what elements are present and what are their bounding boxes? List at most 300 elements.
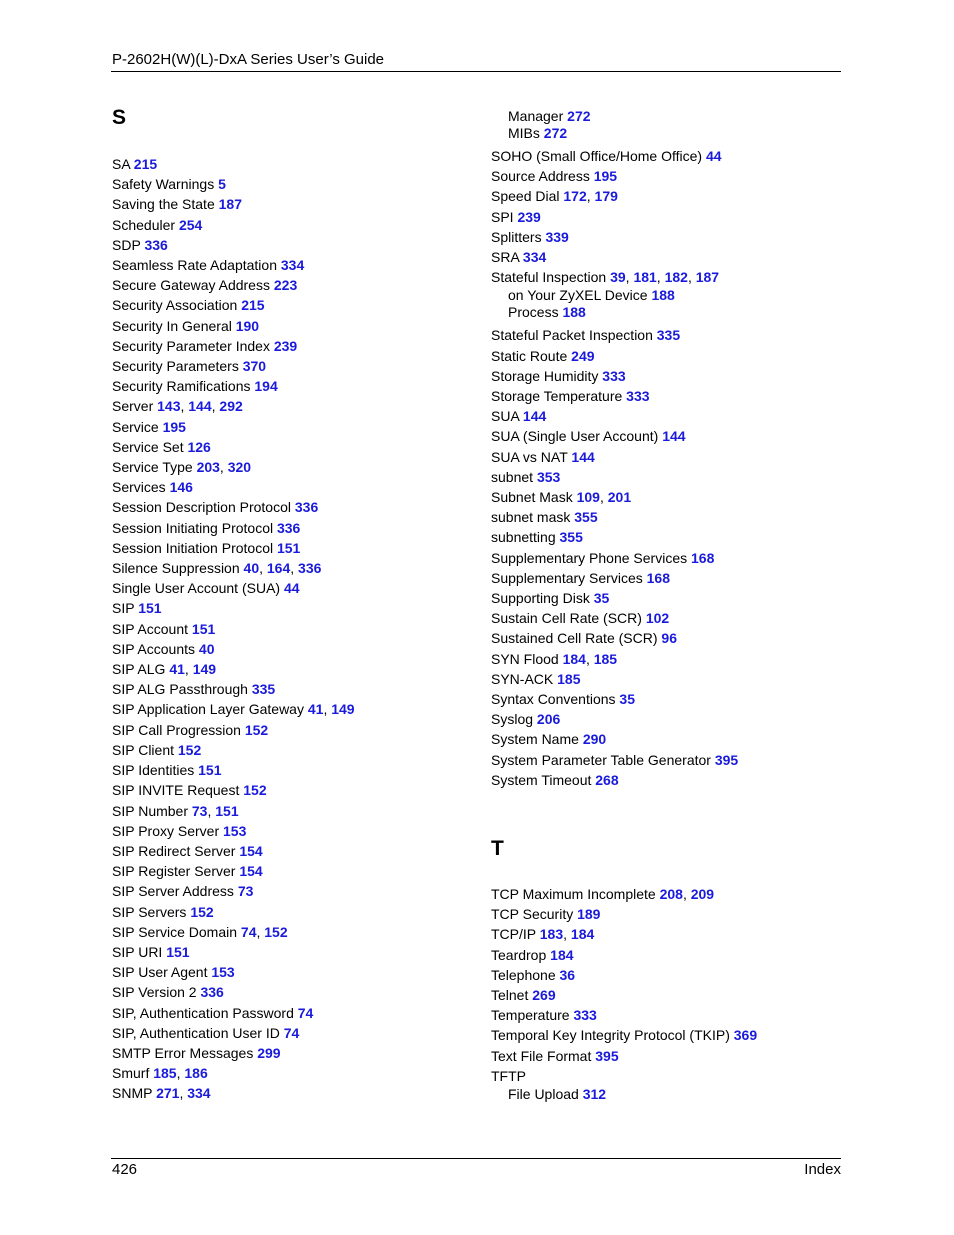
index-term: SIP Account (112, 620, 189, 637)
page-link[interactable]: 144 (662, 428, 686, 445)
page-link[interactable]: 369 (733, 1027, 758, 1044)
index-entry (491, 985, 757, 1005)
index-term: Silence Suppression (112, 560, 240, 577)
index-term: SIP ALG (112, 661, 166, 678)
index-term: Session Initiation Protocol (112, 539, 274, 556)
index-entry (112, 497, 355, 517)
page-link[interactable]: 126 (187, 438, 211, 455)
index-term: Security Parameters (112, 358, 239, 375)
index-column-right-t (491, 884, 757, 1103)
page-link[interactable]: 194 (254, 378, 278, 395)
index-term: Server (112, 398, 154, 415)
index-term: SUA (Single User Account) (491, 428, 659, 445)
page-link[interactable]: 154 (239, 842, 263, 859)
index-term: SMTP Error Messages (112, 1044, 254, 1061)
page-link[interactable]: 74 (283, 1024, 300, 1041)
index-term: on Your ZyXEL Device (508, 287, 648, 304)
page-link[interactable]: 195 (162, 418, 186, 435)
index-entry (112, 1003, 355, 1023)
page-link[interactable]: 188 (562, 304, 586, 321)
page-link[interactable]: 215 (133, 156, 158, 172)
page-link[interactable]: 184 (570, 926, 595, 943)
index-term: Security Association (112, 297, 238, 314)
index-entry: SYN Flood 184, 185 (491, 650, 618, 667)
page-link[interactable]: 355 (574, 509, 598, 526)
index-entry: Speed Dial 172, 179 (491, 188, 618, 205)
page-link[interactable]: 333 (626, 388, 650, 405)
index-entry (112, 821, 355, 841)
page-link[interactable]: 44 (283, 580, 300, 597)
index-entry (112, 295, 355, 315)
page-link[interactable]: 149 (331, 701, 355, 718)
index-term: Syntax Conventions (491, 691, 616, 708)
page-link[interactable]: 152 (190, 903, 214, 920)
page-link[interactable]: 74 (297, 1004, 314, 1021)
index-entry (491, 669, 738, 689)
index-entry (491, 904, 757, 924)
index-term: SPI (491, 208, 514, 225)
index-term: SIP (112, 600, 135, 617)
page-link[interactable]: 335 (656, 327, 681, 344)
page-link[interactable]: 172 (563, 188, 587, 205)
index-term: Supplementary Services (491, 569, 643, 586)
index-term: MIBs (508, 125, 540, 141)
index-entry (491, 467, 738, 487)
page-link[interactable]: 292 (219, 398, 243, 415)
page-link[interactable]: 151 (276, 539, 301, 556)
index-entry (491, 750, 738, 770)
index-entry: Smurf 185, 186 (112, 1065, 208, 1082)
index-entry: SIP Application Layer Gateway 41, 149 (112, 701, 355, 718)
page-link[interactable]: 336 (298, 560, 322, 577)
page-link[interactable]: 299 (257, 1044, 281, 1061)
running-header-title: P-2602H(W)(L)-DxA Series User’s Guide (112, 51, 385, 68)
page-link[interactable]: 201 (607, 489, 632, 506)
page-link[interactable]: 151 (215, 802, 239, 819)
index-term: Session Initiating Protocol (112, 519, 274, 536)
index-entry (491, 588, 738, 608)
page-link[interactable]: 395 (595, 1047, 619, 1064)
index-term: System Name (491, 731, 579, 748)
page-link[interactable]: 144 (188, 398, 212, 415)
index-entry (491, 689, 738, 709)
page-link[interactable]: 254 (178, 216, 203, 233)
page-link[interactable]: 151 (198, 762, 222, 779)
header-rule (111, 71, 841, 72)
index-term: Speed Dial (491, 188, 560, 205)
section-letter-s: S (112, 106, 127, 129)
index-term: Smurf (112, 1065, 150, 1082)
page-link[interactable]: 96 (661, 630, 677, 647)
page-link[interactable]: 272 (543, 125, 568, 141)
index-term: SIP Service Domain (112, 923, 238, 940)
index-term: SIP Proxy Server (112, 822, 220, 839)
index-entry (491, 729, 738, 749)
page-link[interactable]: 355 (559, 529, 583, 546)
page-link[interactable]: 268 (595, 771, 619, 788)
index-term: SUA vs NAT (491, 448, 568, 465)
page-link[interactable]: 35 (593, 590, 610, 607)
page-link[interactable]: 333 (573, 1007, 597, 1024)
index-term: subnetting (491, 529, 556, 546)
index-term: Source Address (491, 168, 590, 185)
index-entry (491, 325, 738, 345)
footer-rule (111, 1158, 841, 1159)
index-term: SIP ALG Passthrough (112, 681, 248, 698)
index-term: Supplementary Phone Services (491, 549, 688, 566)
index-entry (491, 1046, 757, 1066)
index-entry (112, 518, 355, 538)
index-term: Temporal Key Integrity Protocol (TKIP) (491, 1027, 730, 1044)
page-link[interactable]: 333 (602, 367, 626, 384)
index-term: SIP Client (112, 741, 174, 758)
index-entry (112, 154, 355, 174)
index-entry (491, 770, 738, 790)
page-link[interactable]: 153 (223, 822, 247, 839)
index-entry (112, 275, 355, 295)
index-entry (112, 194, 355, 214)
index-term: Process (508, 304, 559, 321)
page-link[interactable]: 40 (198, 640, 215, 657)
index-term: Storage Humidity (491, 367, 599, 384)
page-link[interactable]: 73 (237, 883, 254, 900)
page-link[interactable]: 336 (200, 984, 224, 1001)
page-link[interactable]: 143 (157, 398, 181, 415)
page-link[interactable]: 190 (235, 317, 260, 334)
index-term: Splitters (491, 228, 542, 245)
index-entry (491, 628, 738, 648)
index-entry: SIP ALG 41, 149 (112, 661, 217, 678)
page-link[interactable]: 312 (582, 1086, 607, 1103)
index-entry (491, 507, 738, 527)
index-term: TCP Security (491, 906, 574, 923)
index-term: SYN Flood (491, 650, 559, 667)
index-entry: Service Type 203, 320 (112, 459, 252, 476)
index-term: Temperature (491, 1007, 570, 1024)
index-entry (491, 548, 738, 568)
index-term: Manager (508, 108, 564, 124)
index-term: SIP User Agent (112, 964, 208, 981)
index-column-right-s (491, 108, 738, 790)
page-link[interactable]: 5 (218, 176, 226, 193)
page-link[interactable]: 179 (594, 188, 618, 205)
page-link[interactable]: 187 (218, 196, 242, 213)
page-link[interactable]: 334 (522, 249, 547, 266)
index-term: Supporting Disk (491, 590, 590, 607)
index-term: Saving the State (112, 196, 215, 213)
index-entry (112, 902, 355, 922)
index-term: SDP (112, 236, 141, 253)
index-term: Storage Temperature (491, 388, 623, 405)
index-entry (112, 1043, 355, 1063)
page-link[interactable]: 185 (593, 650, 618, 667)
index-entry: SIP Number 73, 151 (112, 802, 239, 819)
page-link[interactable]: 203 (196, 459, 220, 476)
page-link[interactable]: 185 (557, 670, 581, 687)
page-link[interactable]: 290 (582, 731, 607, 748)
index-entry: Server 143, 144, 292 (112, 398, 243, 415)
page-link[interactable]: 215 (241, 297, 265, 314)
index-term: SIP URI (112, 943, 163, 960)
page-link[interactable]: 102 (645, 610, 670, 627)
index-term: Subnet Mask (491, 489, 573, 506)
page-link[interactable]: 109 (576, 489, 600, 506)
page-link[interactable]: 146 (169, 479, 193, 496)
index-term: Teardrop (491, 946, 547, 963)
page-link[interactable]: 149 (192, 661, 217, 678)
index-entry (112, 437, 355, 457)
index-entry (491, 247, 738, 267)
page-link[interactable]: 271 (156, 1085, 180, 1102)
index-entry (491, 406, 738, 426)
page-link[interactable]: 151 (166, 943, 190, 960)
index-term: Security In General (112, 317, 232, 334)
page-link[interactable]: 168 (691, 549, 715, 566)
page-link[interactable]: 188 (651, 287, 675, 304)
page-link[interactable]: 239 (517, 208, 541, 225)
index-term: SIP INVITE Request (112, 782, 240, 799)
page-link[interactable]: 152 (244, 721, 269, 738)
index-entry (491, 447, 738, 467)
index-term: Syslog (491, 711, 534, 728)
index-entry (491, 527, 738, 547)
index-column-left (112, 154, 355, 1104)
index-term: Sustained Cell Rate (SCR) (491, 630, 658, 647)
page-link[interactable]: 184 (562, 650, 586, 667)
index-term: TCP Maximum Incomplete (491, 886, 656, 902)
index-entry (491, 386, 738, 406)
page-link[interactable]: 41 (169, 661, 185, 678)
index-entry: TCP/IP 183, 184 (491, 926, 595, 943)
index-term: SA (112, 156, 130, 172)
index-term: Service (112, 418, 159, 435)
index-term: SYN-ACK (491, 670, 554, 687)
page-link[interactable]: 320 (227, 459, 252, 476)
page-link[interactable]: 353 (536, 468, 561, 485)
page-link[interactable]: 334 (280, 257, 305, 274)
index-entry (491, 608, 738, 628)
page-link[interactable]: 239 (273, 337, 298, 354)
page-link[interactable]: 181 (633, 269, 657, 286)
index-term: SIP, Authentication User ID (112, 1024, 280, 1041)
page-link[interactable]: 44 (705, 148, 722, 164)
index-term: SIP Accounts (112, 640, 196, 657)
page-link[interactable]: 185 (153, 1065, 177, 1082)
index-entry (491, 166, 738, 186)
index-entry (491, 945, 757, 965)
page-link[interactable]: 395 (714, 751, 739, 768)
index-term: SIP Call Progression (112, 721, 241, 738)
index-entry (112, 639, 355, 659)
index-term: Scheduler (112, 216, 176, 233)
index-entry (112, 962, 355, 982)
index-term: Services (112, 479, 166, 496)
index-term: Stateful Packet Inspection (491, 327, 653, 344)
page-link[interactable]: 153 (211, 964, 235, 981)
index-entry (112, 720, 355, 740)
page-link[interactable]: 40 (243, 560, 260, 577)
index-entry (112, 1023, 355, 1043)
index-term: Text File Format (491, 1047, 592, 1064)
index-term: SIP Servers (112, 903, 187, 920)
page-link[interactable]: 152 (177, 741, 202, 758)
index-entry (491, 346, 738, 366)
index-entry: Subnet Mask 109, 201 (491, 489, 632, 506)
page-link[interactable]: 144 (571, 448, 595, 465)
section-letter-t: T (491, 837, 504, 860)
index-entry (112, 679, 355, 699)
page-link[interactable]: 208 (659, 886, 683, 902)
index-subentry (491, 304, 738, 321)
index-entry (491, 1005, 757, 1025)
index-entry (112, 215, 355, 235)
index-entry (112, 316, 355, 336)
index-entry (112, 356, 355, 376)
page-link[interactable]: 182 (664, 269, 688, 286)
index-entry (112, 174, 355, 194)
page-link[interactable]: 335 (251, 681, 276, 698)
index-entry (112, 417, 355, 437)
index-subentry (491, 125, 738, 142)
index-term: SIP Application Layer Gateway (112, 701, 304, 718)
page-link[interactable]: 269 (532, 987, 556, 1004)
index-entry: Silence Suppression 40, 164, 336 (112, 560, 322, 577)
page-link[interactable]: 186 (184, 1065, 208, 1082)
index-term: Sustain Cell Rate (SCR) (491, 610, 642, 627)
index-term: Service Set (112, 438, 184, 455)
index-entry (112, 619, 355, 639)
index-term: Static Route (491, 347, 568, 364)
index-term: Service Type (112, 459, 193, 476)
page-link[interactable]: 144 (522, 408, 547, 425)
index-entry (491, 1066, 757, 1086)
page-link[interactable]: 152 (264, 923, 288, 940)
index-entry (112, 336, 355, 356)
index-entry: Stateful Inspection 39, 181, 182, 187 (491, 269, 720, 286)
page-link[interactable]: 36 (559, 966, 576, 983)
index-entry (112, 598, 355, 618)
footer-section-name: Index (804, 1161, 841, 1178)
index-entry (491, 207, 738, 227)
index-entry (491, 568, 738, 588)
index-entry (491, 965, 757, 985)
index-term: Safety Warnings (112, 176, 215, 193)
page-link[interactable]: 35 (619, 691, 635, 708)
index-entry (491, 366, 738, 386)
index-term: System Timeout (491, 771, 592, 788)
index-entry (112, 780, 355, 800)
index-term: SIP Server Address (112, 883, 234, 900)
page-link[interactable]: 272 (567, 108, 591, 124)
page-link[interactable]: 370 (242, 358, 267, 375)
index-entry: SIP Service Domain 74, 152 (112, 923, 288, 940)
index-term: SIP Register Server (112, 863, 236, 880)
page-link[interactable]: 336 (276, 519, 301, 536)
index-term: SIP Identities (112, 762, 195, 779)
index-entry (112, 841, 355, 861)
page-link[interactable]: 73 (191, 802, 208, 819)
index-term: System Parameter Table Generator (491, 751, 711, 768)
index-entry (491, 146, 738, 166)
index-term: SUA (491, 408, 520, 425)
page-link[interactable]: 154 (239, 863, 263, 880)
index-term: SRA (491, 249, 520, 266)
page-link[interactable]: 206 (536, 711, 561, 728)
index-entry (112, 740, 355, 760)
index-term: subnet mask (491, 509, 571, 526)
page-link[interactable]: 168 (646, 569, 670, 586)
index-term: Security Parameter Index (112, 337, 270, 354)
page-link[interactable]: 195 (593, 168, 618, 185)
page-link[interactable]: 209 (690, 886, 715, 902)
page-link[interactable]: 151 (138, 600, 162, 617)
index-term: SNMP (112, 1085, 153, 1102)
index-entry (491, 426, 738, 446)
index-subentry (491, 108, 738, 125)
page-number: 426 (112, 1161, 138, 1178)
page-link[interactable]: 223 (273, 277, 298, 294)
index-entry (112, 861, 355, 881)
index-term: Single User Account (SUA) (112, 580, 281, 597)
page-link[interactable]: 152 (243, 782, 267, 799)
index-term: Stateful Inspection (491, 269, 607, 286)
page-link[interactable]: 334 (187, 1085, 211, 1102)
index-term: SIP Number (112, 802, 188, 819)
index-entry (112, 881, 355, 901)
page-link[interactable]: 339 (545, 228, 569, 245)
index-entry (491, 227, 738, 247)
page-link[interactable]: 151 (191, 620, 216, 637)
page-link[interactable]: 187 (695, 269, 720, 286)
index-entry: SNMP 271, 334 (112, 1085, 211, 1102)
index-entry (112, 235, 355, 255)
index-entry: TCP Maximum Incomplete 208, 209 (491, 886, 715, 902)
index-entry (112, 477, 355, 497)
index-entry (112, 376, 355, 396)
index-term: Security Ramifications (112, 378, 251, 395)
page-link[interactable]: 336 (144, 236, 168, 253)
page-link[interactable]: 39 (610, 269, 626, 286)
index-entry (112, 255, 355, 275)
page-link[interactable]: 336 (294, 499, 319, 516)
page-link[interactable]: 74 (240, 923, 257, 940)
page-link[interactable]: 184 (550, 946, 574, 963)
index-subentry (491, 1086, 757, 1103)
index-entry (491, 709, 738, 729)
index-term: SIP, Authentication Password (112, 1004, 294, 1021)
index-term: SOHO (Small Office/Home Office) (491, 148, 703, 164)
page-link[interactable]: 41 (307, 701, 324, 718)
page-link[interactable]: 249 (571, 347, 595, 364)
index-term: Telnet (491, 987, 529, 1004)
page-link[interactable]: 183 (539, 926, 564, 943)
index-term: SIP Version 2 (112, 984, 197, 1001)
index-term: Seamless Rate Adaptation (112, 257, 277, 274)
index-term: File Upload (508, 1086, 579, 1103)
index-term: TFTP (491, 1067, 526, 1084)
index-term: subnet (491, 468, 534, 485)
index-term: TCP/IP (491, 926, 536, 943)
page-link[interactable]: 164 (266, 560, 291, 577)
index-entry (112, 760, 355, 780)
index-entry (112, 982, 355, 1002)
index-entry (112, 538, 355, 558)
index-entry (112, 942, 355, 962)
index-subentry (491, 287, 738, 304)
index-term: Secure Gateway Address (112, 277, 270, 294)
page-link[interactable]: 189 (577, 906, 601, 923)
index-term: Session Description Protocol (112, 499, 291, 516)
